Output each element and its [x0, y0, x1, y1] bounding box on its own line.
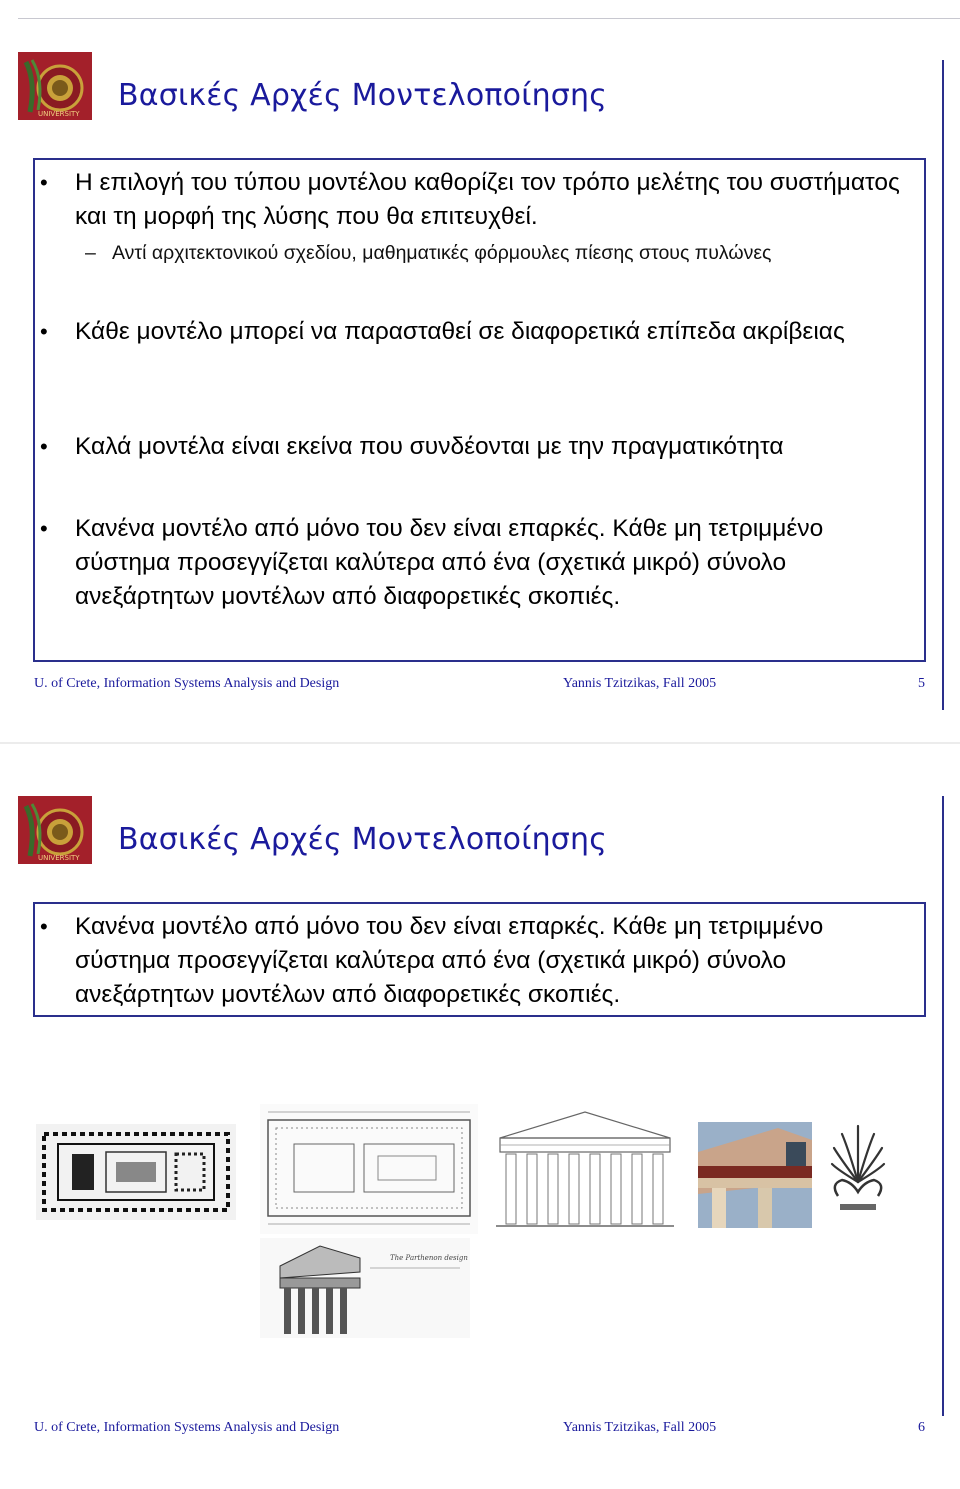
bullet-icon: • — [40, 516, 48, 541]
svg-text:UNIVERSITY: UNIVERSITY — [38, 854, 80, 862]
palmette-acroterion-image — [826, 1112, 890, 1224]
footer-course: U. of Crete, Information Systems Analysis and Design — [34, 1420, 340, 1435]
parthenon-perspective-sketch-image — [260, 1238, 470, 1338]
footer-course: U. of Crete, Information Systems Analysis and Design — [34, 676, 340, 691]
university-logo-icon — [18, 796, 92, 864]
bullet-item: • Καλά μοντέλα είναι εκείνα που συνδέονται με την πραγματικότητα — [75, 430, 915, 464]
bullet-item: • Κανένα μοντέλο από μόνο του δεν είναι επαρκές. Κάθε μη τετριμμένο σύστημα προσεγγίζεται καλύτερα από ένα (σχετικά μικρό) σύνολο ανεξάρτητων μοντέλων από διαφορετικές σκοπιές. — [75, 910, 905, 1012]
bullet-item: • Κανένα μοντέλο από μόνο του δεν είναι επαρκές. Κάθε μη τετριμμένο σύστημα προσεγγίζεται καλύτερα από ένα (σχετικά μικρό) σύνολο ανεξάρτητων μοντέλων από διαφορετικές σκοπιές. — [75, 512, 905, 614]
sub-bullet-item: – Αντί αρχιτεκτονικού σχεδίου, μαθηματικές φόρμουλες πίεσης στους πυλώνες — [85, 242, 772, 264]
university-logo-icon — [18, 52, 92, 120]
bullet-icon: • — [40, 914, 48, 939]
slide-6 — [0, 744, 960, 1489]
svg-text:UNIVERSITY: UNIVERSITY — [38, 110, 80, 118]
bullet-icon: • — [40, 434, 48, 459]
svg-text:The Parthenon design: The Parthenon design — [390, 1254, 468, 1262]
footer-author: Yannis Tzitzikas, Fall 2005 — [563, 676, 717, 691]
parthenon-facade-drawing-image — [494, 1108, 676, 1230]
slide-right-rule — [942, 796, 944, 1416]
slide-top-border — [18, 18, 960, 19]
bullet-item: • Κάθε μοντέλο μπορεί να παρασταθεί σε διαφορετικά επίπεδα ακρίβειας — [75, 315, 895, 349]
slide-5 — [0, 0, 960, 742]
slide-title: Βασικές Αρχές Μοντελοποίησης — [118, 822, 608, 857]
bullet-icon: • — [40, 170, 48, 195]
footer-author: Yannis Tzitzikas, Fall 2005 — [563, 1420, 717, 1435]
temple-floor-plan-image — [36, 1124, 236, 1220]
footer-page-number: 6 — [918, 1420, 925, 1435]
bullet-icon: • — [40, 319, 48, 344]
parthenon-plan-drawing-image — [260, 1104, 478, 1234]
footer-page-number: 5 — [918, 676, 925, 691]
dash-icon: – — [85, 242, 96, 264]
slide-title: Βασικές Αρχές Μοντελοποίησης — [118, 78, 608, 113]
bullet-item: • Η επιλογή του τύπου μοντέλου καθορίζει τον τρόπο μελέτης του συστήματος και τη μορφή της λύσης που θα επιτευχθεί. — [75, 166, 905, 234]
temple-corner-photo-image — [698, 1122, 812, 1228]
slide-right-rule — [942, 60, 944, 710]
